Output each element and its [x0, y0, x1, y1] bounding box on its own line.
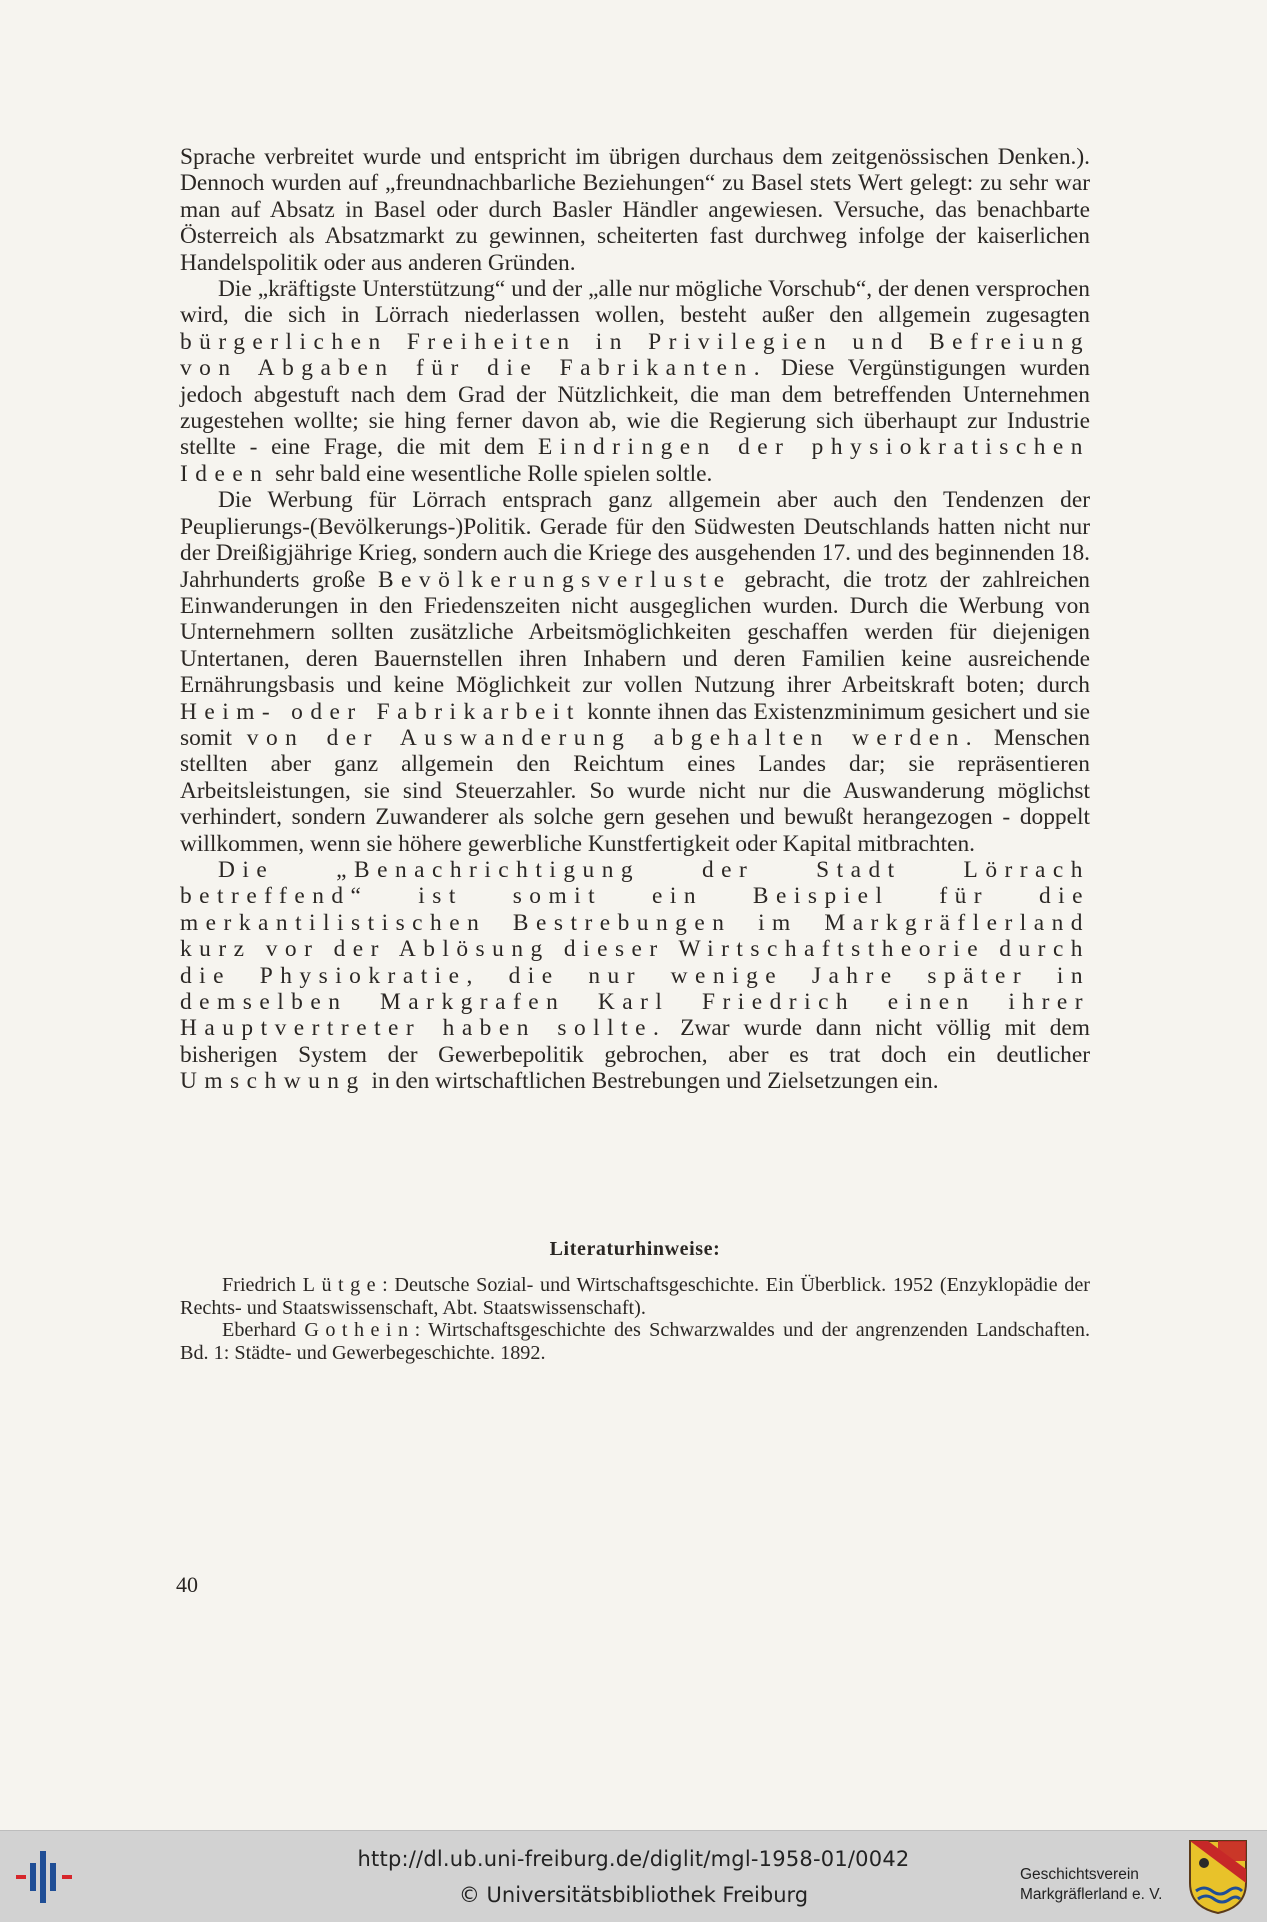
footer-bar — [0, 1830, 1267, 1922]
spaced-emphasis: Eindringen der physiokratischen Ideen — [180, 434, 1090, 487]
body-text — [180, 144, 1090, 1095]
text-run: gebracht, die trotz der zahlreichen Einwanderungen in den Friedenszeiten nicht ausgeglichen wurden. Durch die Werbung von Unternehmern sollten zusätzliche Arbeitsmöglichkeiten geschaffen werden für diejenigen Untertanen, deren Bauernstellen ihren Inhabern und deren Familien keine ausreichende Ernährungsbasis und keine Möglichkeit zur vollen Nutzung ihrer Arbeitskraft boten; durch — [180, 566, 1090, 699]
spaced-emphasis: von der Auswanderung abgehalten werden. — [246, 724, 980, 751]
text-run: : Wirtschaftsgeschichte des Schwarzwaldes und der angrenzenden Landschaften. Bd. 1: Städte- und Gewerbegeschichte. 1892. — [180, 1319, 1090, 1364]
text-run: Diese Vergünstigungen wurden jedoch abgestuft nach dem Grad der Nützlichkeit, die man dem betreffenden Unternehmen zugestehen wollte; sie hing ferner davon ab, wie die Regierung sich überhaupt zur Industrie stellte - eine Frage, die mit dem — [180, 355, 1090, 461]
spaced-emphasis: bürgerlichen Freiheiten in Privilegien und Befreiung von Abgaben für die Fabrikanten. — [180, 328, 1090, 382]
paragraph-1: Sprache verbreitet wurde und entspricht im übrigen durchaus dem zeitgenössischen Denken.). Dennoch wurden auf „freundnachbarliche Beziehungen“ zu Basel stets Wert gelegt: zu sehr war man auf Absatz in Basel oder durch Basler Händler angewiesen. Versuche, das benachbarte Österreich als Absatzmarkt zu gewinnen, scheiterten fast durchweg infolge der kaiserlichen Handelspolitik oder aus anderen Gründen. — [180, 144, 1090, 276]
text-run: Eberhard — [222, 1319, 305, 1342]
page-number: 40 — [176, 1572, 198, 1597]
reference-2 — [180, 1319, 1090, 1364]
spaced-emphasis: Umschwung — [180, 1068, 366, 1095]
society-line-2: Markgräflerland e. V. — [1020, 1886, 1163, 1903]
society-line-1: Geschichtsverein — [1020, 1866, 1139, 1883]
text-run: : Deutsche Sozial- und Wirtschaftsgeschichte. Ein Überblick. 1952 (Enzyklopädie der Rechts- und Staatswissenschaft, Abt. Staatswissenschaft). — [180, 1274, 1090, 1319]
spaced-emphasis: Heim- oder Fabrikarbeit — [180, 698, 581, 725]
text-run: Die „kräftigste Unterstützung“ und der „alle nur mögliche Vorschub“, der denen versprochen wird, die sich in Lörrach niederlassen wollen, besteht außer den allgemein zugesagten — [180, 276, 1090, 329]
society-name — [1020, 1865, 1180, 1905]
spaced-emphasis: Bevölkerungsverluste — [377, 566, 732, 593]
text-run: Die Werbung für Lörrach entsprach ganz allgemein aber auch den Tendenzen der Peuplierungs-(Bevölkerungs-)Politik. Gerade für den Südwesten Deutschlands hatten nicht nur der Dreißigjährige Krieg, sondern auch die Kriege des ausgehenden 17. und des beginnenden 18. Jahrhunderts große — [180, 487, 1090, 593]
text-run: Friedrich — [222, 1274, 303, 1296]
coat-of-arms-icon — [1188, 1839, 1248, 1915]
paragraph-3 — [180, 487, 1090, 857]
text-run: sehr bald eine wesentliche Rolle spielen soltle. — [269, 460, 713, 487]
source-url-link[interactable]: http://dl.ub.uni-freiburg.de/diglit/mgl-1958-01/0042 — [357, 1847, 910, 1871]
author-name: Gothein — [304, 1319, 415, 1342]
literature-heading: Literaturhinweise: — [549, 1238, 721, 1260]
text-run: Zwar wurde dann nicht völlig mit dem bisherigen System der Gewerbepolitik gebrochen, aber es trat doch ein deutlicher — [180, 1015, 1090, 1068]
reference-1 — [180, 1274, 1090, 1319]
paragraph-2 — [180, 276, 1090, 487]
author-name: Lütge — [302, 1274, 383, 1296]
text-run: konnte ihnen das Existenzminimum gesichert und sie somit — [180, 698, 1091, 751]
copyright-text: © Universitätsbibliothek Freiburg — [458, 1883, 809, 1907]
text-run: in den wirtschaftlichen Bestrebungen und Zielsetzungen ein. — [365, 1068, 939, 1095]
spaced-emphasis: Die „Benachrichtigung der Stadt Lörrach betreffend“ ist somit ein Beispiel für die merkantilistischen Bestrebungen im Markgräflerland kurz vor der Ablösung dieser Wirtschaftstheorie durch die Physiokratie, die nur wenige Jahre später in demselben Markgrafen Karl Friedrich einen ihrer Hauptvertreter haben sollte. — [180, 856, 1090, 1042]
literature-list — [180, 1274, 1090, 1364]
paragraph-4 — [180, 857, 1090, 1095]
text-run: Menschen stellten aber ganz allgemein den Reichtum eines Landes dar; sie repräsentieren Arbeitsleistungen, sie sind Steuerzahler. So wurde nicht nur die Auswanderung möglichst verhindert, sondern Zuwanderer als solche gern gesehen und bewußt herangezogen - doppelt willkommen, wenn sie höhere gewerbliche Kunstfertigkeit oder Kapital mitbrachten. — [180, 724, 1091, 857]
